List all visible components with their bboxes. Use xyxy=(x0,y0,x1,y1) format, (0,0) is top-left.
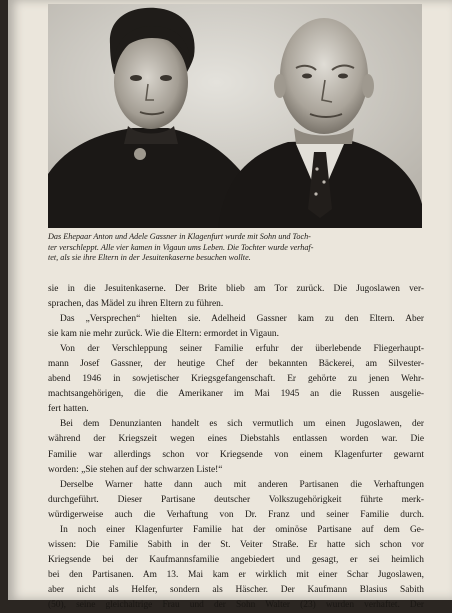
body-text-line: Bei dem Denunzianten handelt es sich vermutlich um einen Jugoslawen, der xyxy=(60,419,424,430)
body-text-line: mann Josef Gassner, der heutige Chef der bekannten Bäckerei, am Silvester- xyxy=(48,359,424,370)
body-text-line: (50), seine gleichaltrige Frau und der Sohn Walter (23) wurden verhaftet. Der xyxy=(48,599,424,610)
photo-caption xyxy=(48,232,424,264)
body-text-line: In noch einer Klagenfurter Familie hat der ominöse Partisane auf dem Ge- xyxy=(60,524,424,535)
body-text-line: sprachen, das Mädel zu ihren Eltern zu führen. xyxy=(48,299,224,310)
body-text-line: fert hatten. xyxy=(48,404,89,415)
body-text-line: Kriegsende bei der Kaufmannsfamilie angebiedert und gesagt, er sei heimlich xyxy=(48,554,424,565)
body-text-line: Familie war allerdings schon vor Kriegsende von einem Klagenfurter gewarnt xyxy=(48,449,424,460)
body-text xyxy=(48,282,424,613)
caption-line: ter verschleppt. Alle vier kamen in Vigaun ums Leben. Die Tochter wurde verhaf- xyxy=(48,242,314,252)
body-text-line: Derselbe Warner hatte dann auch mit anderen Partisanen die Verhaftungen xyxy=(60,479,424,490)
book-page xyxy=(8,0,452,610)
body-text-line: worden: „Sie stehen auf der schwarzen Liste!“ xyxy=(48,464,223,475)
body-text-line: während der Kriegszeit wegen eines Diebstahls entlassen worden war. Die xyxy=(48,434,424,445)
body-text-line: sie kam nie mehr zurück. Wie die Eltern: ermordet in Vigaun. xyxy=(48,329,279,340)
body-text-line: wissen: Die Familie Sabith in der St. Veiter Straße. Er hatte sich schon vor xyxy=(48,539,424,550)
photo-illustration xyxy=(48,4,422,228)
body-text-line: abend 1946 in sowjetischer Kriegsgefangenschaft. Er gehörte zu jenen Wehr- xyxy=(48,374,424,385)
body-text-line: Das „Versprechen“ hielten sie. Adelheid Gassner kam zu den Eltern. Aber xyxy=(60,314,424,325)
body-text-line: bei den Partisanen. Am 13. Mai kam er wirklich mit einer Schar Jugoslawen, xyxy=(48,569,424,580)
body-text-line: durchgeführt. Dieser Partisane deutscher Volkszugehörigkeit führte merk- xyxy=(48,494,424,505)
couple-portrait-photo xyxy=(48,4,422,228)
body-text-line: aber nicht als Helfer, sondern als Häscher. Der Kaufmann Blasius Sabith xyxy=(48,584,424,595)
body-text-line: würdigerweise auch die Verhaftung von Dr. Franz und seiner Familie durch. xyxy=(48,509,424,520)
body-text-line: machtsangehörigen, die die Amerikaner im Mai 1945 an die Russen ausgelie- xyxy=(48,389,424,400)
body-text-line: Von der Verschleppung seiner Familie erfuhr der überlebende Fliegerhaupt- xyxy=(60,344,424,355)
caption-line: tet, als sie ihre Eltern in der Jesuitenkaserne besuchen wollte. xyxy=(48,253,251,263)
body-text-line: sie in die Jesuitenkaserne. Der Brite blieb am Tor zurück. Die Jugoslawen ver- xyxy=(48,284,424,294)
caption-line: Das Ehepaar Anton und Adele Gassner in Klagenfurt wurde mit Sohn und Toch- xyxy=(48,232,311,241)
